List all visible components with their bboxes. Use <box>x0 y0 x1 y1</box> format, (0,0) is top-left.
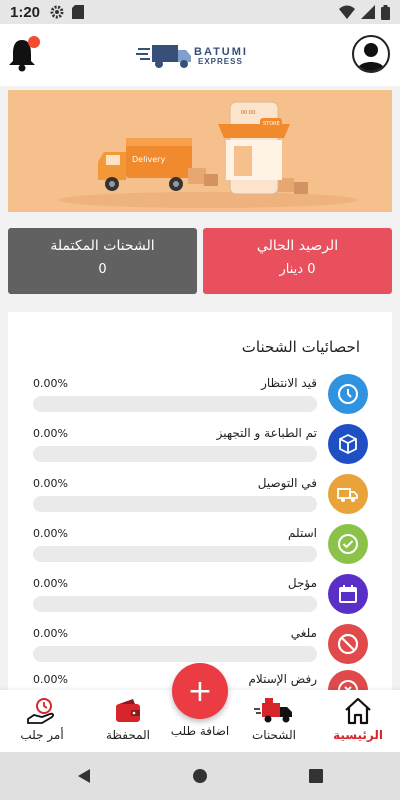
stat-label: تم الطباعة و التجهيز <box>216 426 317 440</box>
stat-percent: 0.00% <box>33 427 68 440</box>
banner-truck-text: Delivery <box>132 155 166 164</box>
wallet-icon <box>113 698 143 724</box>
stat-label: في التوصيل <box>257 476 317 490</box>
banner-store-clock: 00:00 <box>241 110 256 116</box>
sd-card-icon <box>72 5 84 19</box>
android-navigation-bar <box>0 752 400 800</box>
shipments-truck-icon <box>254 697 294 725</box>
nav-wallet[interactable] <box>88 696 168 748</box>
stat-percent: 0.00% <box>33 377 68 390</box>
recents-icon[interactable] <box>308 768 324 784</box>
nav-home[interactable] <box>318 696 398 748</box>
app-logo <box>136 40 252 72</box>
stat-label: ملغي <box>290 626 317 640</box>
logo-text-express: EXPRESS <box>198 56 243 66</box>
stat-row-received <box>8 524 392 574</box>
nav-wallet-label: المحفظة <box>105 728 151 742</box>
add-order-label: اضافة طلب <box>170 724 230 738</box>
stat-label: قيد الانتظار <box>261 376 317 390</box>
current-balance-value: 0 دينار <box>279 262 316 277</box>
home-icon <box>343 697 373 725</box>
status-bar <box>0 0 400 24</box>
nav-pickup-label: أمر جلب <box>20 728 64 742</box>
battery-icon <box>381 5 390 20</box>
stat-progress-bar <box>33 496 317 512</box>
nav-shipments[interactable] <box>234 696 314 748</box>
calendar-icon <box>328 574 368 614</box>
stat-percent: 0.00% <box>33 477 68 490</box>
add-order-button[interactable]: + <box>172 663 228 719</box>
app-header <box>0 24 400 86</box>
stat-progress-bar <box>33 596 317 612</box>
logo-text-batumi: BATUMI <box>194 45 248 58</box>
current-balance-card[interactable] <box>203 228 392 294</box>
truck-icon <box>328 474 368 514</box>
stat-progress-bar <box>33 446 317 462</box>
promo-banner <box>8 90 392 212</box>
stat-row-printed <box>8 424 392 474</box>
stat-progress-bar <box>33 546 317 562</box>
stat-percent: 0.00% <box>33 673 68 686</box>
completed-shipments-card[interactable] <box>8 228 197 294</box>
settings-icon <box>50 5 64 19</box>
stat-row-postponed <box>8 574 392 624</box>
stat-label: استلم <box>288 526 317 540</box>
profile-avatar[interactable] <box>352 35 390 73</box>
cancel-icon <box>328 624 368 664</box>
stat-percent: 0.00% <box>33 577 68 590</box>
home-system-icon[interactable] <box>192 768 208 784</box>
stat-percent: 0.00% <box>33 527 68 540</box>
stat-progress-bar <box>33 646 317 662</box>
notifications-bell-icon[interactable] <box>8 36 40 72</box>
delivery-illustration <box>8 90 392 212</box>
stat-percent: 0.00% <box>33 627 68 640</box>
status-time: 1:20 <box>10 3 41 21</box>
nav-home-label: الرئيسية <box>333 728 383 742</box>
check-icon <box>328 524 368 564</box>
signal-icon <box>361 5 375 19</box>
notification-dot <box>28 36 40 48</box>
stat-label: رفض الإستلام <box>248 672 317 686</box>
stat-row-pending <box>8 374 392 424</box>
nav-shipments-label: الشحنات <box>251 728 296 742</box>
back-icon[interactable] <box>76 768 92 784</box>
nav-pickup-order[interactable] <box>2 696 82 748</box>
current-balance-title: الرصيد الحالي <box>256 238 339 254</box>
truck-logo-icon <box>136 41 194 71</box>
statistics-title: احصائيات الشحنات <box>241 338 360 356</box>
banner-store-sign: STORE <box>263 121 280 127</box>
wifi-icon <box>339 5 355 19</box>
clock-icon <box>328 374 368 414</box>
summary-cards <box>8 228 392 294</box>
shipment-statistics-panel <box>8 312 392 712</box>
stat-progress-bar <box>33 396 317 412</box>
box-icon <box>328 424 368 464</box>
completed-shipments-title: الشحنات المكتملة <box>50 238 155 254</box>
stat-label: مؤجل <box>287 576 317 590</box>
stat-row-in-delivery <box>8 474 392 524</box>
pickup-hand-clock-icon <box>26 697 58 725</box>
completed-shipments-value: 0 <box>98 262 107 277</box>
